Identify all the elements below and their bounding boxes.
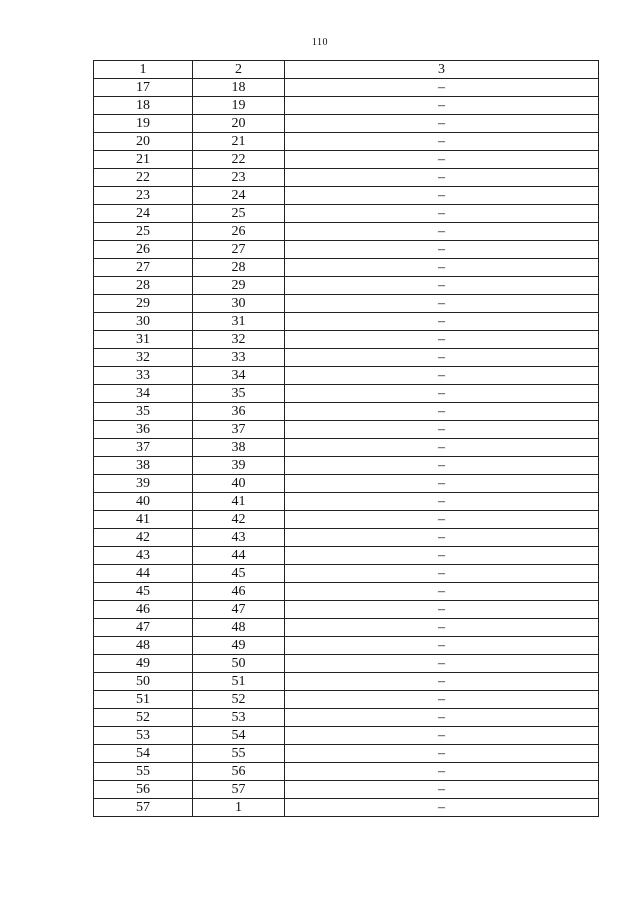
table-cell-col-3: – bbox=[285, 475, 599, 493]
table-row bbox=[94, 403, 599, 421]
table-cell-col-3: – bbox=[285, 133, 599, 151]
data-table bbox=[93, 60, 599, 817]
table-cell-col-3: – bbox=[285, 169, 599, 187]
table-cell-col-3: – bbox=[285, 349, 599, 367]
table-cell-col-2: 36 bbox=[193, 403, 285, 421]
table-cell-col-2: 35 bbox=[193, 385, 285, 403]
table-cell-col-2: 28 bbox=[193, 259, 285, 277]
table-cell-col-2: 18 bbox=[193, 79, 285, 97]
table-cell-col-3: – bbox=[285, 781, 599, 799]
table-cell-col-2: 41 bbox=[193, 493, 285, 511]
table-row bbox=[94, 115, 599, 133]
table-cell-col-3: – bbox=[285, 205, 599, 223]
table-row bbox=[94, 781, 599, 799]
table-cell-col-2: 56 bbox=[193, 763, 285, 781]
table-cell-col-1: 37 bbox=[94, 439, 193, 457]
table-cell-col-1: 51 bbox=[94, 691, 193, 709]
table-cell-col-2: 25 bbox=[193, 205, 285, 223]
table-row bbox=[94, 475, 599, 493]
table-row bbox=[94, 439, 599, 457]
table-row bbox=[94, 799, 599, 817]
table-cell-col-2: 51 bbox=[193, 673, 285, 691]
table-row bbox=[94, 421, 599, 439]
table-cell-col-2: 30 bbox=[193, 295, 285, 313]
table-header-row bbox=[94, 61, 599, 79]
table-cell-col-2: 46 bbox=[193, 583, 285, 601]
table-cell-col-1: 25 bbox=[94, 223, 193, 241]
table-row bbox=[94, 745, 599, 763]
table-row bbox=[94, 637, 599, 655]
table-cell-col-2: 24 bbox=[193, 187, 285, 205]
table-row bbox=[94, 259, 599, 277]
table-cell-col-3: – bbox=[285, 115, 599, 133]
table-row bbox=[94, 691, 599, 709]
table-cell-col-2: 45 bbox=[193, 565, 285, 583]
table-cell-col-3: – bbox=[285, 511, 599, 529]
table-cell-col-3: – bbox=[285, 421, 599, 439]
table-row bbox=[94, 565, 599, 583]
table-cell-col-3: – bbox=[285, 385, 599, 403]
table-cell-col-3: – bbox=[285, 439, 599, 457]
table-cell-col-1: 35 bbox=[94, 403, 193, 421]
table-row bbox=[94, 619, 599, 637]
table-cell-col-1: 33 bbox=[94, 367, 193, 385]
table-cell-col-1: 34 bbox=[94, 385, 193, 403]
table-cell-col-3: – bbox=[285, 565, 599, 583]
table-cell-col-1: 22 bbox=[94, 169, 193, 187]
table-cell-col-1: 52 bbox=[94, 709, 193, 727]
table-cell-col-2: 21 bbox=[193, 133, 285, 151]
table-cell-col-2: 27 bbox=[193, 241, 285, 259]
table-cell-col-2: 20 bbox=[193, 115, 285, 133]
table-cell-col-1: 30 bbox=[94, 313, 193, 331]
table-cell-col-1: 39 bbox=[94, 475, 193, 493]
table-cell-col-3: – bbox=[285, 547, 599, 565]
table-row bbox=[94, 277, 599, 295]
table-cell-col-1: 53 bbox=[94, 727, 193, 745]
table-cell-col-2: 38 bbox=[193, 439, 285, 457]
table-cell-col-3: – bbox=[285, 493, 599, 511]
table-cell-col-2: 47 bbox=[193, 601, 285, 619]
table-cell-col-1: 19 bbox=[94, 115, 193, 133]
table-cell-col-3: – bbox=[285, 709, 599, 727]
table-cell-col-2: 32 bbox=[193, 331, 285, 349]
table-cell-col-2: 31 bbox=[193, 313, 285, 331]
table-cell-col-2: 22 bbox=[193, 151, 285, 169]
table-cell-col-3: – bbox=[285, 799, 599, 817]
table-cell-col-1: 49 bbox=[94, 655, 193, 673]
table-cell-col-1: 41 bbox=[94, 511, 193, 529]
table-cell-col-3: – bbox=[285, 457, 599, 475]
table-cell-col-2: 34 bbox=[193, 367, 285, 385]
table-row bbox=[94, 601, 599, 619]
table-cell-col-2: 39 bbox=[193, 457, 285, 475]
table-cell-col-3: – bbox=[285, 331, 599, 349]
table-row bbox=[94, 223, 599, 241]
table-cell-col-2: 23 bbox=[193, 169, 285, 187]
table-cell-col-3: – bbox=[285, 79, 599, 97]
table-cell-col-2: 52 bbox=[193, 691, 285, 709]
header-cell-2: 2 bbox=[193, 61, 285, 79]
table-cell-col-2: 48 bbox=[193, 619, 285, 637]
table-cell-col-3: – bbox=[285, 277, 599, 295]
header-cell-1: 1 bbox=[94, 61, 193, 79]
table-row bbox=[94, 727, 599, 745]
table-cell-col-2: 54 bbox=[193, 727, 285, 745]
table-row bbox=[94, 349, 599, 367]
table-cell-col-1: 24 bbox=[94, 205, 193, 223]
table-body bbox=[94, 61, 599, 817]
table-cell-col-1: 45 bbox=[94, 583, 193, 601]
table-row bbox=[94, 709, 599, 727]
table-cell-col-1: 27 bbox=[94, 259, 193, 277]
table-cell-col-3: – bbox=[285, 241, 599, 259]
table-row bbox=[94, 547, 599, 565]
table-cell-col-1: 29 bbox=[94, 295, 193, 313]
table-cell-col-1: 36 bbox=[94, 421, 193, 439]
table-cell-col-1: 31 bbox=[94, 331, 193, 349]
table-row bbox=[94, 133, 599, 151]
table-cell-col-3: – bbox=[285, 583, 599, 601]
table-cell-col-2: 37 bbox=[193, 421, 285, 439]
table-row bbox=[94, 367, 599, 385]
table-cell-col-1: 47 bbox=[94, 619, 193, 637]
table-cell-col-3: – bbox=[285, 619, 599, 637]
table-cell-col-1: 38 bbox=[94, 457, 193, 475]
table-row bbox=[94, 331, 599, 349]
table-row bbox=[94, 151, 599, 169]
table-cell-col-2: 40 bbox=[193, 475, 285, 493]
table-row bbox=[94, 169, 599, 187]
table-cell-col-3: – bbox=[285, 637, 599, 655]
table-cell-col-1: 26 bbox=[94, 241, 193, 259]
table-cell-col-3: – bbox=[285, 97, 599, 115]
table-cell-col-1: 50 bbox=[94, 673, 193, 691]
header-cell-3: 3 bbox=[285, 61, 599, 79]
table-cell-col-3: – bbox=[285, 745, 599, 763]
table-cell-col-1: 57 bbox=[94, 799, 193, 817]
table-row bbox=[94, 97, 599, 115]
table-row bbox=[94, 241, 599, 259]
table-row bbox=[94, 385, 599, 403]
table-cell-col-1: 44 bbox=[94, 565, 193, 583]
table-cell-col-1: 56 bbox=[94, 781, 193, 799]
table-cell-col-1: 54 bbox=[94, 745, 193, 763]
table-row bbox=[94, 79, 599, 97]
table-cell-col-3: – bbox=[285, 367, 599, 385]
table-row bbox=[94, 295, 599, 313]
table-cell-col-1: 42 bbox=[94, 529, 193, 547]
page-number: 110 bbox=[311, 37, 329, 48]
table-cell-col-3: – bbox=[285, 259, 599, 277]
table-cell-col-2: 26 bbox=[193, 223, 285, 241]
table-row bbox=[94, 529, 599, 547]
table-row bbox=[94, 313, 599, 331]
table-row bbox=[94, 655, 599, 673]
table-cell-col-3: – bbox=[285, 151, 599, 169]
table-cell-col-2: 50 bbox=[193, 655, 285, 673]
table-cell-col-2: 44 bbox=[193, 547, 285, 565]
table-row bbox=[94, 673, 599, 691]
table-cell-col-3: – bbox=[285, 691, 599, 709]
table-row bbox=[94, 511, 599, 529]
table-cell-col-1: 23 bbox=[94, 187, 193, 205]
table-cell-col-1: 46 bbox=[94, 601, 193, 619]
table-cell-col-3: – bbox=[285, 655, 599, 673]
table-cell-col-3: – bbox=[285, 727, 599, 745]
table-cell-col-3: – bbox=[285, 529, 599, 547]
table-cell-col-2: 43 bbox=[193, 529, 285, 547]
table-row bbox=[94, 205, 599, 223]
table-row bbox=[94, 583, 599, 601]
table-row bbox=[94, 763, 599, 781]
table-cell-col-3: – bbox=[285, 295, 599, 313]
table-cell-col-1: 28 bbox=[94, 277, 193, 295]
table-cell-col-1: 18 bbox=[94, 97, 193, 115]
table-cell-col-3: – bbox=[285, 187, 599, 205]
table-cell-col-2: 49 bbox=[193, 637, 285, 655]
table-cell-col-1: 43 bbox=[94, 547, 193, 565]
table-cell-col-1: 17 bbox=[94, 79, 193, 97]
table-cell-col-3: – bbox=[285, 313, 599, 331]
table-row bbox=[94, 493, 599, 511]
table-row bbox=[94, 457, 599, 475]
table-cell-col-1: 40 bbox=[94, 493, 193, 511]
table-cell-col-1: 55 bbox=[94, 763, 193, 781]
table-cell-col-3: – bbox=[285, 673, 599, 691]
table-cell-col-1: 32 bbox=[94, 349, 193, 367]
table-cell-col-1: 21 bbox=[94, 151, 193, 169]
table-cell-col-3: – bbox=[285, 403, 599, 421]
table-cell-col-2: 55 bbox=[193, 745, 285, 763]
table-cell-col-1: 20 bbox=[94, 133, 193, 151]
table-cell-col-2: 29 bbox=[193, 277, 285, 295]
table-cell-col-2: 42 bbox=[193, 511, 285, 529]
table-row bbox=[94, 187, 599, 205]
table-cell-col-2: 1 bbox=[193, 799, 285, 817]
table-cell-col-2: 19 bbox=[193, 97, 285, 115]
table-cell-col-2: 53 bbox=[193, 709, 285, 727]
table-cell-col-2: 57 bbox=[193, 781, 285, 799]
table-cell-col-2: 33 bbox=[193, 349, 285, 367]
table-cell-col-3: – bbox=[285, 763, 599, 781]
table-cell-col-1: 48 bbox=[94, 637, 193, 655]
table-cell-col-3: – bbox=[285, 223, 599, 241]
table-cell-col-3: – bbox=[285, 601, 599, 619]
